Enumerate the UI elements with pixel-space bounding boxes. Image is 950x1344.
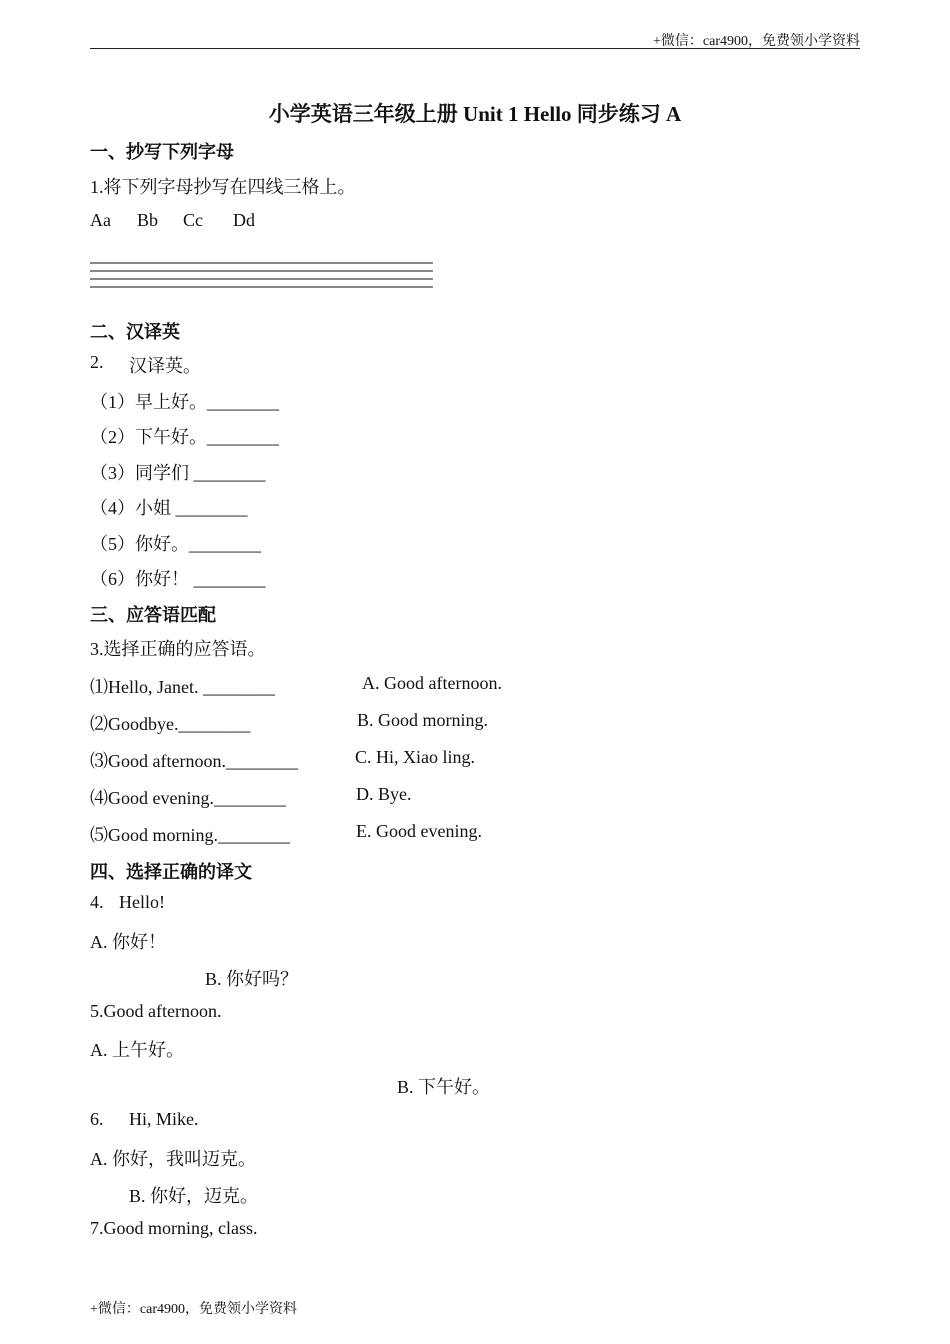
question-1: 1.将下列字母抄写在四线三格上。 <box>90 177 356 197</box>
translate-item: （5）你好。________ <box>90 534 261 554</box>
match-left-item: ⑵Goodbye.________ <box>90 714 251 734</box>
question-6-text: Hi, Mike. <box>129 1109 199 1129</box>
match-left-item: ⑷Good evening.________ <box>90 788 286 808</box>
footer-note: +微信：car4900，免费领小学资料 <box>90 1302 297 1317</box>
match-left-item: ⑸Good morning.________ <box>90 825 290 845</box>
q5-option-b: B. 下午好。 <box>397 1077 491 1097</box>
translate-item: （2）下午好。________ <box>90 427 279 447</box>
q4-option-b: B. 你好吗？ <box>205 969 299 989</box>
q4-option-a: A. 你好！ <box>90 932 166 952</box>
letter-cc: Cc <box>183 210 203 230</box>
question-7: 7.Good morning, class. <box>90 1218 258 1238</box>
question-6-number: 6. <box>90 1109 104 1129</box>
section-3-heading: 三、应答语匹配 <box>90 605 216 625</box>
question-2-number: 2. <box>90 352 104 372</box>
q6-option-a: A. 你好，我叫迈克。 <box>90 1149 256 1169</box>
four-line-grid <box>90 262 433 294</box>
q6-option-b: B. 你好，迈克。 <box>129 1186 259 1206</box>
question-2-text: 汉译英。 <box>129 356 201 376</box>
section-1-heading: 一、抄写下列字母 <box>90 142 234 162</box>
question-4-number: 4. <box>90 892 104 912</box>
translate-item: （3）同学们 ________ <box>90 463 266 483</box>
match-right-item: D. Bye. <box>356 784 412 804</box>
match-right-item: A. Good afternoon. <box>362 673 502 693</box>
question-3: 3.选择正确的应答语。 <box>90 639 266 659</box>
section-2-heading: 二、汉译英 <box>90 322 180 342</box>
question-5: 5.Good afternoon. <box>90 1001 222 1021</box>
page-title: 小学英语三年级上册 Unit 1 Hello 同步练习 A <box>268 102 682 126</box>
translate-item: （4）小姐 ________ <box>90 498 248 518</box>
match-right-item: C. Hi, Xiao ling. <box>355 747 475 767</box>
header-note: +微信：car4900，免费领小学资料 <box>653 34 860 49</box>
letter-dd: Dd <box>233 210 255 230</box>
letter-bb: Bb <box>137 210 159 230</box>
letter-aa: Aa <box>90 210 111 230</box>
section-4-heading: 四、选择正确的译文 <box>90 862 252 882</box>
match-left-item: ⑴Hello, Janet. ________ <box>90 677 275 697</box>
match-left-item: ⑶Good afternoon.________ <box>90 751 298 771</box>
match-right-item: E. Good evening. <box>356 821 482 841</box>
q5-option-a: A. 上午好。 <box>90 1040 184 1060</box>
question-4-text: Hello! <box>119 892 165 912</box>
match-right-item: B. Good morning. <box>357 710 489 730</box>
translate-item: （6）你好！ ________ <box>90 569 266 589</box>
translate-item: （1）早上好。________ <box>90 392 279 412</box>
